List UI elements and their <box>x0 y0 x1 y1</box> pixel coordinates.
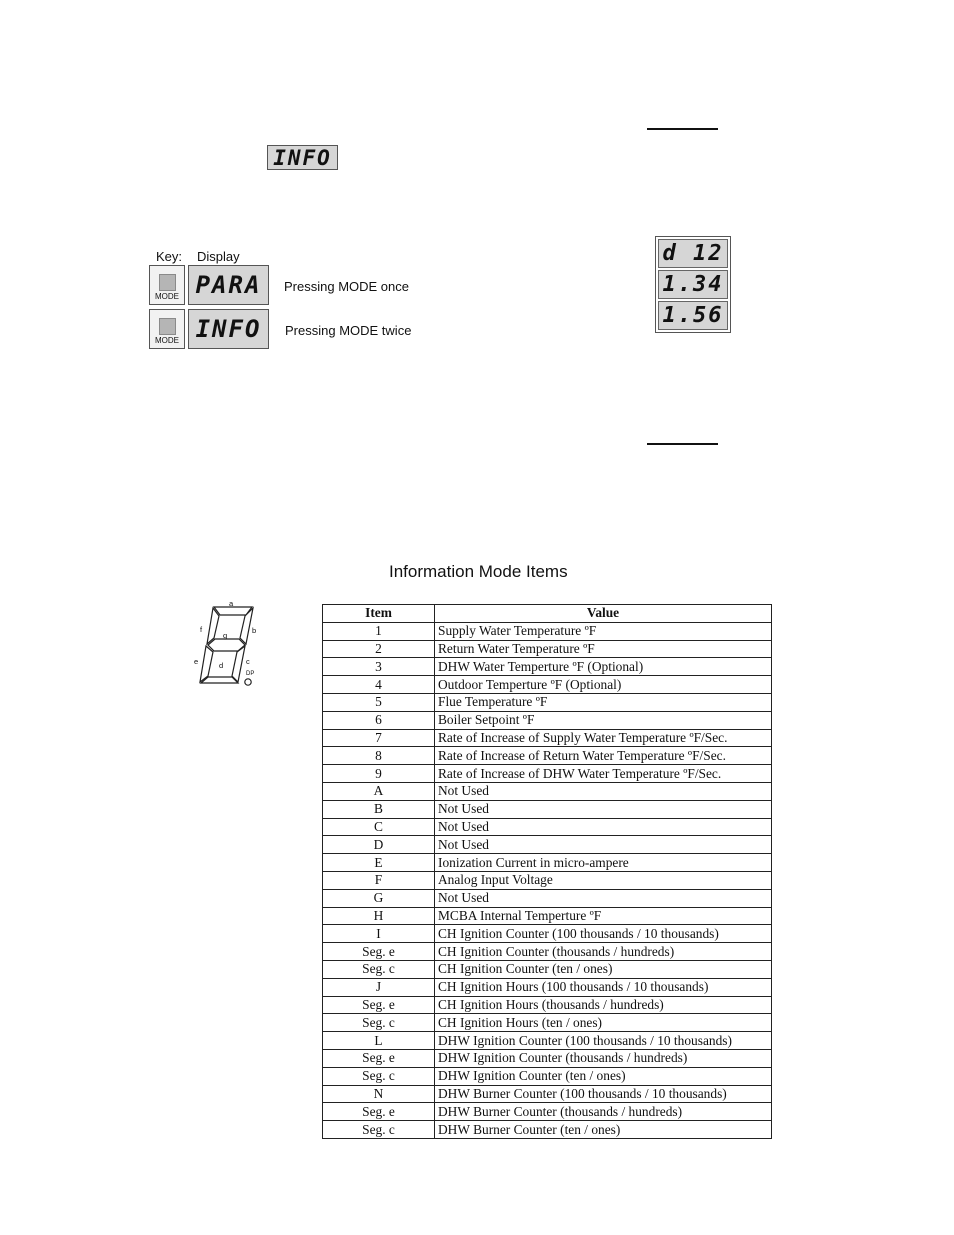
value-cell: Not Used <box>435 800 772 818</box>
value-cell: Supply Water Temperature ºF <box>435 622 772 640</box>
item-cell: 2 <box>323 640 435 658</box>
segment-label: f <box>200 625 203 634</box>
item-cell: 6 <box>323 711 435 729</box>
caption-mode-once: Pressing MODE once <box>284 279 409 294</box>
table-row <box>323 729 772 747</box>
value-cell: Rate of Increase of Return Water Temperature ºF/Sec. <box>435 747 772 765</box>
table-row <box>323 765 772 783</box>
table-row <box>323 907 772 925</box>
table-row <box>323 818 772 836</box>
table-row <box>323 854 772 872</box>
information-mode-table <box>322 604 772 1139</box>
item-cell: Seg. e <box>323 1103 435 1121</box>
segment-label: e <box>194 657 199 666</box>
item-cell: 4 <box>323 676 435 694</box>
table-row <box>323 960 772 978</box>
item-cell: Seg. c <box>323 1014 435 1032</box>
info-display: INFO <box>267 145 338 170</box>
para-display: PARA <box>188 265 269 305</box>
item-cell: H <box>323 907 435 925</box>
item-cell: 8 <box>323 747 435 765</box>
table-header-row <box>323 605 772 623</box>
value-cell: Not Used <box>435 782 772 800</box>
value-cell: Outdoor Temperture ºF (Optional) <box>435 676 772 694</box>
value-cell: DHW Ignition Counter (ten / ones) <box>435 1067 772 1085</box>
item-cell: Seg. c <box>323 1121 435 1139</box>
table-row <box>323 676 772 694</box>
item-cell: I <box>323 925 435 943</box>
value-cell: CH Ignition Hours (ten / ones) <box>435 1014 772 1032</box>
segment-label: DP <box>246 671 255 677</box>
display-stack-item: 1.56 <box>658 301 728 330</box>
display-stack-item: 1.34 <box>658 270 728 299</box>
value-cell: DHW Ignition Counter (thousands / hundreds) <box>435 1049 772 1067</box>
info-display-key: INFO <box>188 309 269 349</box>
item-column-header: Item <box>323 605 435 623</box>
segment-label: d <box>219 661 224 670</box>
table-row <box>323 800 772 818</box>
table-row <box>323 889 772 907</box>
table-row <box>323 1085 772 1103</box>
item-cell: Seg. e <box>323 1049 435 1067</box>
value-cell: MCBA Internal Temperture ºF <box>435 907 772 925</box>
segment-d <box>201 677 238 683</box>
value-column-header: Value <box>435 605 772 623</box>
value-cell: Rate of Increase of Supply Water Temperature ºF/Sec. <box>435 729 772 747</box>
table-row <box>323 693 772 711</box>
item-cell: G <box>323 889 435 907</box>
value-cell: Rate of Increase of DHW Water Temperature ºF/Sec. <box>435 765 772 783</box>
table-row <box>323 925 772 943</box>
table-row <box>323 1103 772 1121</box>
item-cell: 7 <box>323 729 435 747</box>
segment-label: c <box>246 657 250 666</box>
header-rule-middle <box>647 443 718 445</box>
item-cell: C <box>323 818 435 836</box>
item-cell: E <box>323 854 435 872</box>
item-cell: 5 <box>323 693 435 711</box>
display-stack-item: d 12 <box>658 239 728 268</box>
item-cell: A <box>323 782 435 800</box>
value-cell: Return Water Temperature ºF <box>435 640 772 658</box>
display-header: Display <box>197 249 240 264</box>
mode-button-icon <box>159 274 176 291</box>
item-cell: Seg. c <box>323 960 435 978</box>
value-cell: Flue Temperature ºF <box>435 693 772 711</box>
table-row <box>323 711 772 729</box>
seven-segment-diagram <box>192 598 262 690</box>
table-row <box>323 943 772 961</box>
table-row <box>323 836 772 854</box>
table-body <box>323 622 772 1138</box>
table-row <box>323 1049 772 1067</box>
mode-key-once <box>149 265 185 305</box>
table-row <box>323 782 772 800</box>
item-cell: 9 <box>323 765 435 783</box>
value-cell: DHW Burner Counter (ten / ones) <box>435 1121 772 1139</box>
table-row <box>323 1067 772 1085</box>
mode-button-icon <box>159 318 176 335</box>
item-cell: 1 <box>323 622 435 640</box>
value-cell: DHW Water Temperture ºF (Optional) <box>435 658 772 676</box>
item-cell: L <box>323 1032 435 1050</box>
table-row <box>323 871 772 889</box>
value-cell: Ionization Current in micro-ampere <box>435 854 772 872</box>
value-cell: DHW Burner Counter (thousands / hundreds) <box>435 1103 772 1121</box>
value-cell: CH Ignition Hours (100 thousands / 10 thousands) <box>435 978 772 996</box>
table-row <box>323 658 772 676</box>
item-cell: D <box>323 836 435 854</box>
table-row <box>323 747 772 765</box>
table-row <box>323 996 772 1014</box>
display-stack <box>655 236 731 333</box>
segment-g <box>208 639 245 651</box>
item-cell: J <box>323 978 435 996</box>
segment-label: a <box>229 599 234 608</box>
table-title: Information Mode Items <box>389 562 568 581</box>
mode-key-label: MODE <box>155 336 179 345</box>
segment-a <box>214 607 252 615</box>
table-row <box>323 978 772 996</box>
value-cell: CH Ignition Counter (thousands / hundreds) <box>435 943 772 961</box>
mode-key-twice <box>149 309 185 349</box>
value-cell: Not Used <box>435 889 772 907</box>
table-row <box>323 1014 772 1032</box>
value-cell: CH Ignition Counter (ten / ones) <box>435 960 772 978</box>
item-cell: 3 <box>323 658 435 676</box>
value-cell: DHW Ignition Counter (100 thousands / 10 thousands) <box>435 1032 772 1050</box>
table-row <box>323 640 772 658</box>
value-cell: CH Ignition Hours (thousands / hundreds) <box>435 996 772 1014</box>
item-cell: Seg. c <box>323 1067 435 1085</box>
item-cell: N <box>323 1085 435 1103</box>
key-header: Key: <box>156 249 183 264</box>
decimal-point <box>245 679 251 685</box>
value-cell: Boiler Setpoint ºF <box>435 711 772 729</box>
table-row <box>323 1121 772 1139</box>
table-row <box>323 622 772 640</box>
header-rule-top <box>647 128 718 130</box>
table-row <box>323 1032 772 1050</box>
item-cell: F <box>323 871 435 889</box>
value-cell: CH Ignition Counter (100 thousands / 10 thousands) <box>435 925 772 943</box>
segment-label: g <box>223 631 228 640</box>
item-cell: B <box>323 800 435 818</box>
item-cell: Seg. e <box>323 996 435 1014</box>
caption-mode-twice: Pressing MODE twice <box>285 323 412 338</box>
mode-key-label: MODE <box>155 292 179 301</box>
value-cell: Analog Input Voltage <box>435 871 772 889</box>
value-cell: Not Used <box>435 818 772 836</box>
value-cell: Not Used <box>435 836 772 854</box>
segment-label: b <box>252 626 257 635</box>
value-cell: DHW Burner Counter (100 thousands / 10 thousands) <box>435 1085 772 1103</box>
item-cell: Seg. e <box>323 943 435 961</box>
